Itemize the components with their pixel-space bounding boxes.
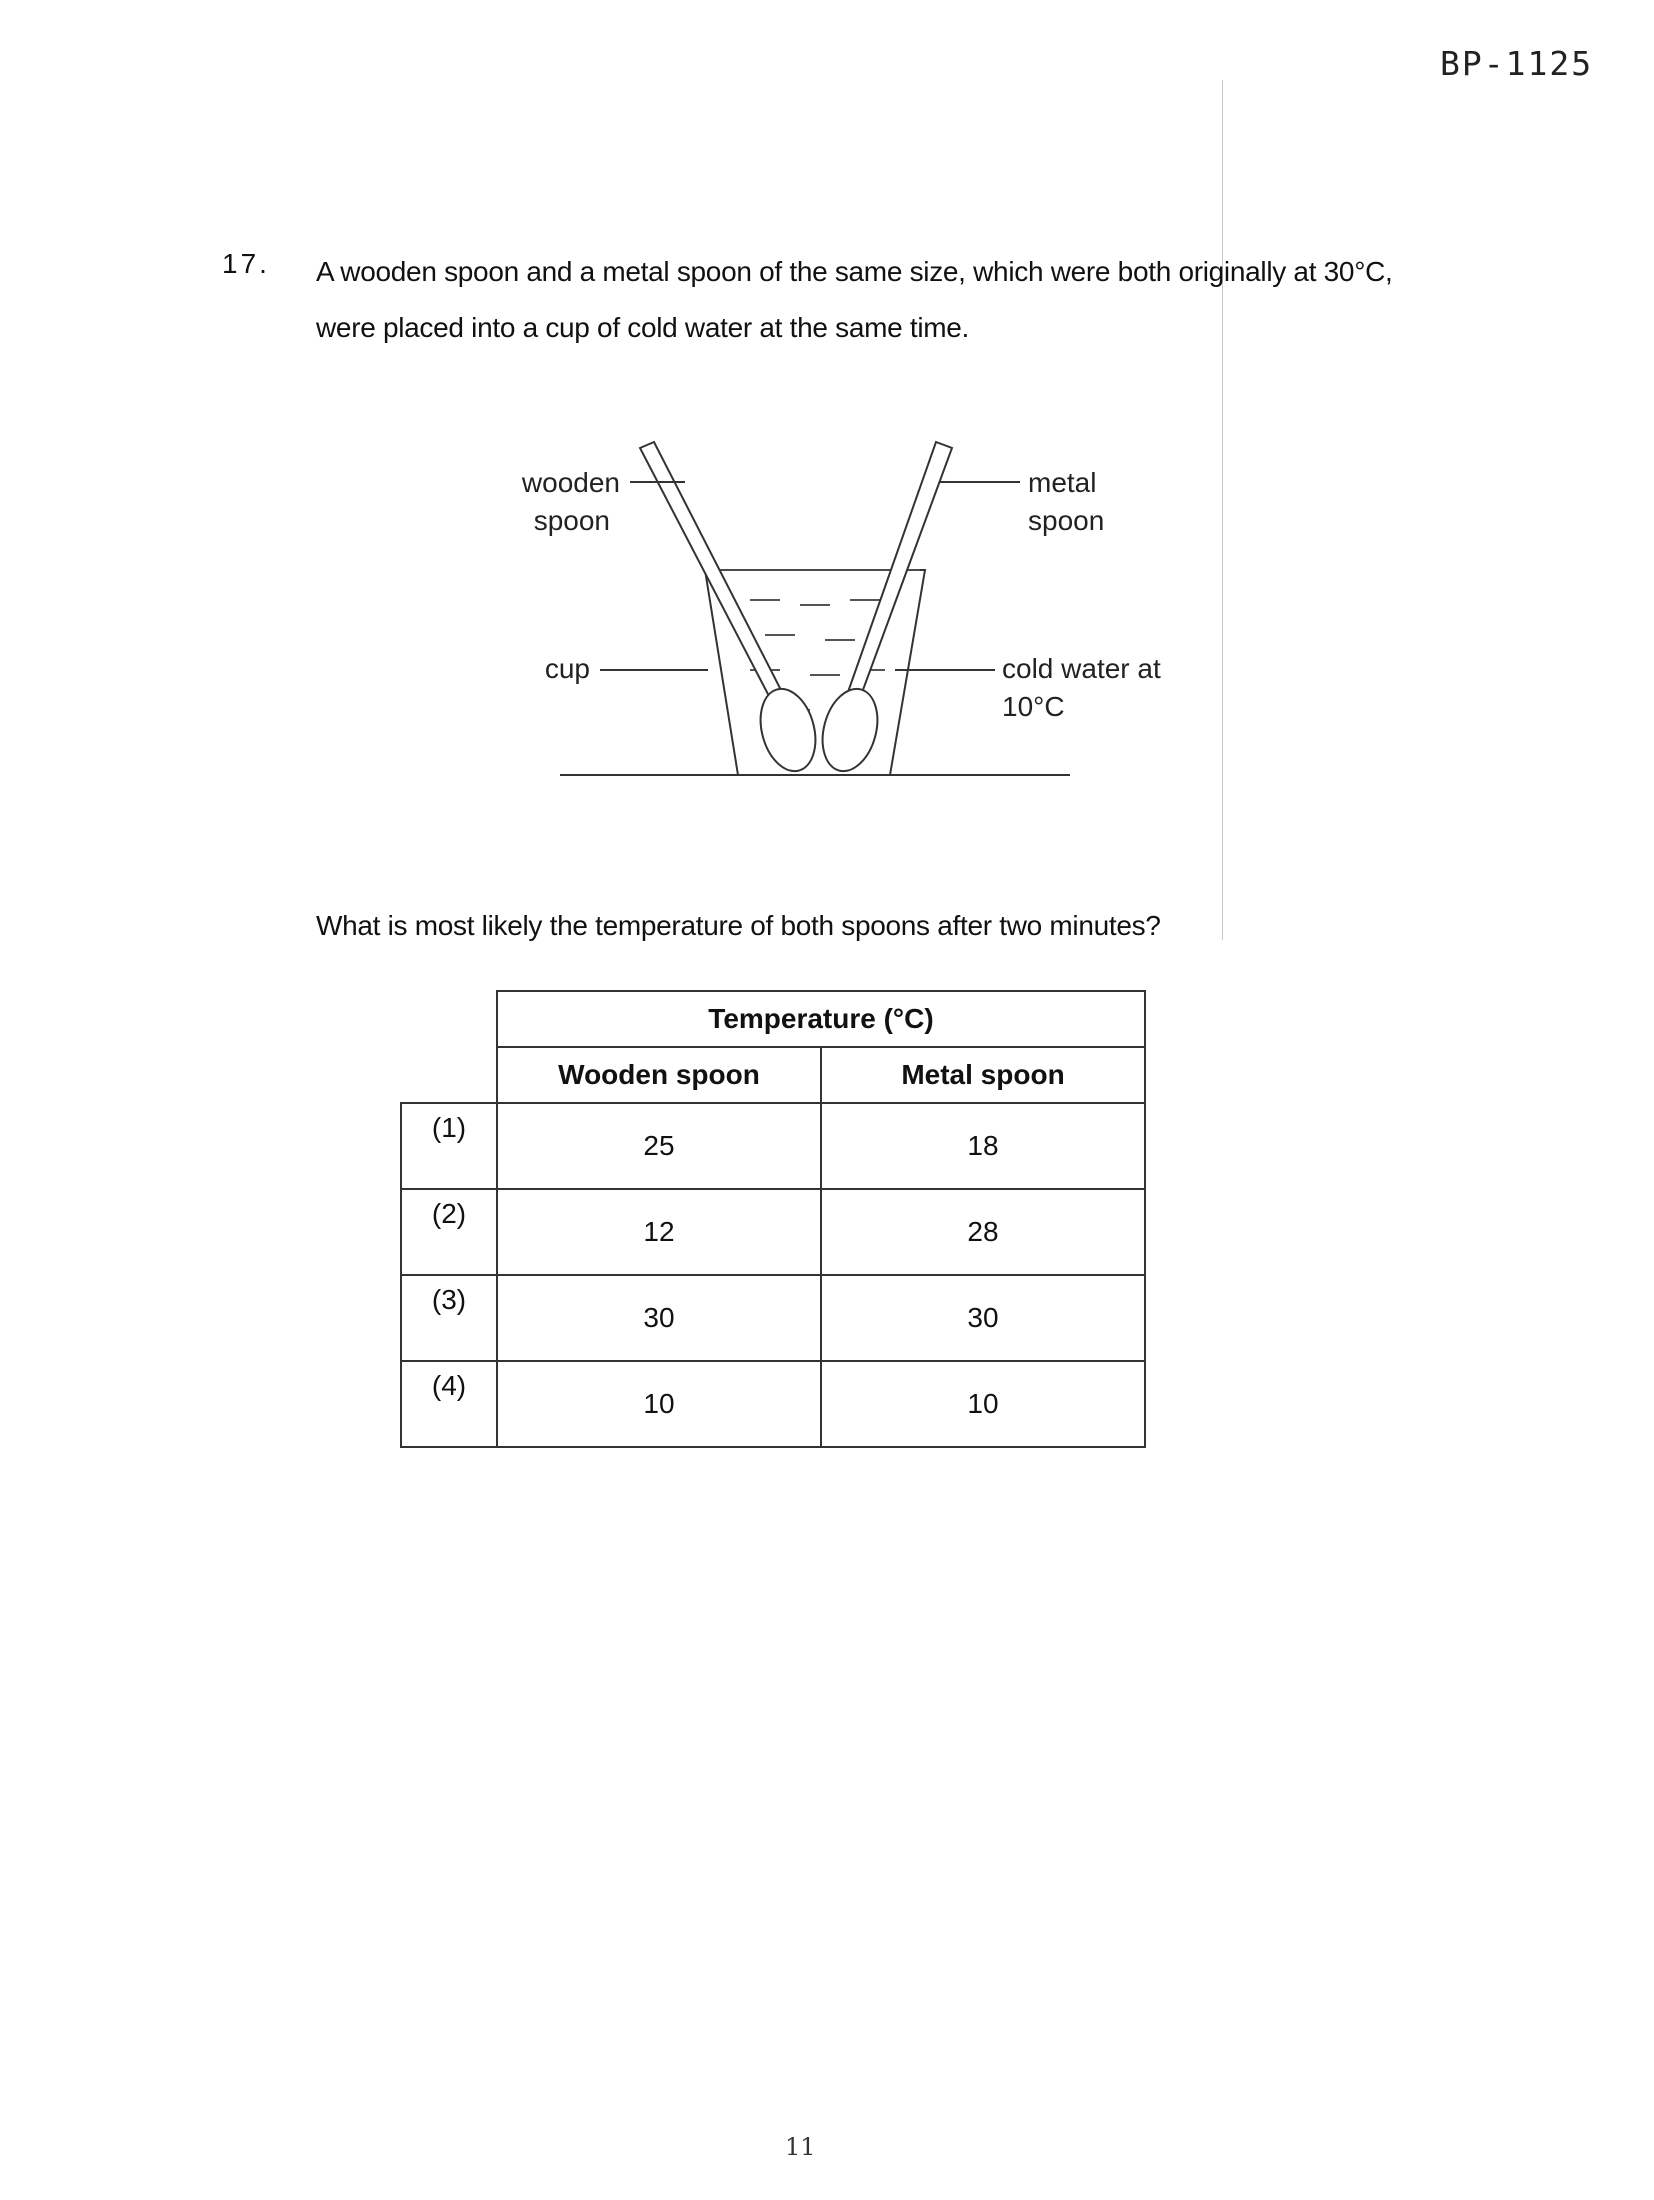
wooden-value: 10 xyxy=(497,1361,821,1447)
label-wooden-line1: wooden xyxy=(521,467,620,498)
table-row xyxy=(401,1189,1145,1275)
answer-table xyxy=(400,990,1146,1448)
label-wooden-line2: spoon xyxy=(533,505,610,536)
metal-value: 28 xyxy=(821,1189,1145,1275)
sub-question: What is most likely the temperature of both spoons after two minutes? xyxy=(316,910,1161,941)
column-header-metal: Metal spoon xyxy=(821,1047,1145,1103)
option-label: (2) xyxy=(401,1189,497,1275)
label-metal-line1: metal xyxy=(1028,467,1097,498)
group-header: Temperature (°C) xyxy=(497,991,1145,1047)
wooden-value: 30 xyxy=(497,1275,821,1361)
wooden-value: 12 xyxy=(497,1189,821,1275)
table-row xyxy=(401,1103,1145,1189)
page-code: BP-1125 xyxy=(1440,44,1594,83)
label-metal-line2: spoon xyxy=(1028,505,1105,536)
question-number: 17. xyxy=(222,248,270,279)
table-row xyxy=(401,1361,1145,1447)
metal-value: 18 xyxy=(821,1103,1145,1189)
table-row xyxy=(401,1275,1145,1361)
metal-value: 10 xyxy=(821,1361,1145,1447)
option-label: (4) xyxy=(401,1361,497,1447)
scan-edge-line xyxy=(1222,80,1223,940)
option-label: (3) xyxy=(401,1275,497,1361)
option-label: (1) xyxy=(401,1103,497,1189)
metal-value: 30 xyxy=(821,1275,1145,1361)
label-water-line1: cold water at xyxy=(1002,653,1161,684)
label-water-line2: 10°C xyxy=(1002,691,1065,722)
question-text: A wooden spoon and a metal spoon of the same size, which were both originally at 30°C, were placed into a cup of cold water at the same time. xyxy=(316,256,1393,343)
wooden-value: 25 xyxy=(497,1103,821,1189)
cup-spoons-diagram xyxy=(480,430,1200,810)
page-number: 11 xyxy=(785,2133,816,2161)
label-cup: cup xyxy=(544,653,590,684)
column-header-wooden: Wooden spoon xyxy=(497,1047,821,1103)
